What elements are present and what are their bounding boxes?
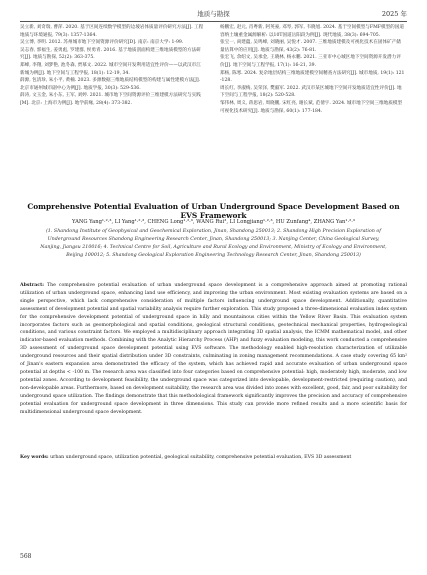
keywords-text: urban underground space, utilization potential, geological suitability, comprehensive potential evaluation, EVS 3D assessment	[50, 455, 352, 460]
abstract	[20, 282, 407, 416]
page-number: 568	[20, 553, 32, 560]
keywords-label: Key words:	[20, 455, 49, 460]
reference-item: 张宝一, 尚建蕴, 吴鸣峰, 刘晓丽, 吴悦才. 2007. 三维地质建模及可视化技术在固体矿产储量估算中的应用[J]. 地质与勘探, 43(2): 76-81.	[220, 40, 401, 53]
keywords	[20, 454, 407, 462]
reference-item: 吴志春, 郭福生, 姜勇彪, 罗建群, 侯勇青. 2016. 基于地质剖面构建三维地质模型的方法研究[J]. 地质与勘探, 52(2): 363-375.	[20, 47, 201, 61]
reference-item: 郑杨, 陈寒. 2024. 复杂地层结构三维地质建模空间精查方法研究[J]. 城市地质, 19(1): 121-128.	[220, 70, 405, 84]
abstract-label: Abstract:	[20, 283, 44, 288]
reference-item: 吴立新, 刘奇瑞, 曹萍. 2020. 基于区间连续数学模型的边坡岩体质量评价研究方法[J]. 工程地质与环境通报, 79(3): 1357-1364.	[20, 25, 204, 38]
reference-item: 郑峰, 李翔, 刘梦艳, 池冬森, 贾慕文. 2022. 城市空间开发利用适宜性评价——以武汉市江新城为例[J]. 地下空间与工程学报, 18(1): 12-19, 34.	[20, 62, 201, 76]
reference-item: 邹伟林, 周义, 蒋思岩, 周晓鹏, 宋红亮, 谢长斌, 范倩宇. 2024. 城市地下空间三维地质模型可视化技术研究[J]. 地质与勘探, 60(1): 177-184.	[220, 100, 403, 114]
reference-item: 薛源, 包清珍, 朱小平, 黄楠. 2023. 多源数据三维地质结构模型的构建与属性建模方法[J]. 北京市通州城市副中心为例[J]. 地质学报, 30(3): 529-536.	[20, 78, 201, 91]
references-left-column	[20, 24, 205, 108]
journal-name: 地质与勘探	[197, 10, 230, 18]
author-list: YANG Yang¹·²·³, LI Yang¹·²·³, CHENG Long¹·²·³, WANG Rui³, LI Longjiang¹·²·³, HU Zunfang⁴, ZHANG Yan¹·²·³	[72, 219, 355, 225]
abstract-text: The comprehensive potential evaluation of urban underground space development is a comprehensive approach aimed at promoting rational utilization of urban underground space, enhancing land use efficiency, and improving the urban environment. Most existing evaluation systems are based on a single perspective, which lack comprehensive consideration of multiple factors influencing underground space development. Additionally, quantitative assessment of development potential and spatial variability analysis require further exploration. This study proposed a three-dimensional evaluation index system for the comprehensive development potential of underground space in hilly and mountainous cities within the Yellow River Basin. This evaluation system incorporates factors such as geomorphological and spatial conditions, geological structural conditions, geotechnical mechanical properties, hydrogeological conditions, and various constraint factors. We employed a multidisciplinary approach integrating 3D spatial analysis, the ICMM mathematical model, and other indicator-based evaluation methods. Combining with the Analytic Hierarchy Process (AHP) and fuzzy evaluation modeling, this work conducted a comprehensive 3D assessment of underground space development potential using EVS software. The methodology enabled high-resolution characterization of utilizable underground resources and their spatial distribution under 3D constraints, culminating in zoning management recommendations. A case study covering 65 km² of Jinan's eastern expansion area demonstrated the efficacy of the system, which has achieved rapid and accurate evaluation of urban underground space potential at depths < -100 m. The research area was classified into four categories based on comprehensive potential: high, moderately high, moderate, and low potential zones. According to development feasibility, the underground space was categorized into developable, development-restricted (requiring caution), and non-developable areas. Furthermore, based on development suitability, the research area was divided into zones with excellent, good, fair, and poor suitability for underground space utilization. The findings demonstrate that this methodological framework significantly improves the precision and accuracy of comprehensive potential evaluation for underground space development in three dimensions. This study can provide more refined results and a more scientific basis for multidimensional underground space development.	[20, 283, 407, 415]
english-title: Comprehensive Potential Evaluation of Urban Underground Space Development Based on EVS Framework	[27, 202, 400, 220]
reference-item: 吴立博, 李明. 2012. 苏州城市地下空间资源评价研究[D]. 南京: 南京大学: 1-99.	[20, 40, 184, 46]
affiliations: (1. Shandong Institute of Geophysical and Geochemical Exploration, Jinan, Shandong 250013; 2. Shandong High Precision Exploration of Underground Resources Shandong Engineering Research Center, Jinan, Shandong 250013; 3. Nanjing Center, China Geological Survey, Nanjing, Jiangsu 210016; 4. Technical Centre for Soil, Agriculture and Rural Ecology and Environment, Ministry of Ecology and Environment, Beijing 100012; 5. Shandong Geological Exploration Engineering Technology Research Center, Jinan, Shandong 250013)	[40, 229, 387, 258]
header-rule	[20, 21, 407, 22]
journal-year: 2025 年	[381, 10, 407, 18]
running-header	[0, 6, 427, 20]
reference-item: 张宏飞, 余绍文, 吴承金, 王晓林, 杨永鹏. 2021. 三亚市中心城区地下空间资源开发潜力评价[J]. 地下空间与工程学报, 17(1): 16-21, 39.	[220, 55, 401, 68]
reference-item: 杨鹏宏, 赵元, 肖粤新, 阿英豪, 邓琴, 郭军, 韦晓旭. 2024. 基于空间模型与FMF模型的国道容纳土壤重金属源解析: 以10T国道岳阳段为例[J]. 现代地质, 38(3): 694-705.	[220, 25, 404, 38]
reference-item: 周长红, 李淑梅, 吴荣泽, 樊毅军. 2022. 武汉市某区城地下空间开发地质适宜性评价[J]. 地下空间与工程学报, 18(2): 520-528.	[220, 85, 402, 99]
references-right-column	[220, 24, 405, 115]
reference-item: 薛涛, 文玉金, 朱小东, 王军, 刘婷. 2021. 城市地下空间资源评价三维建模方法研究与实践[M]. 北京: 上海市为例[J]. 地学前缘, 28(4): 373-382.	[20, 93, 201, 106]
